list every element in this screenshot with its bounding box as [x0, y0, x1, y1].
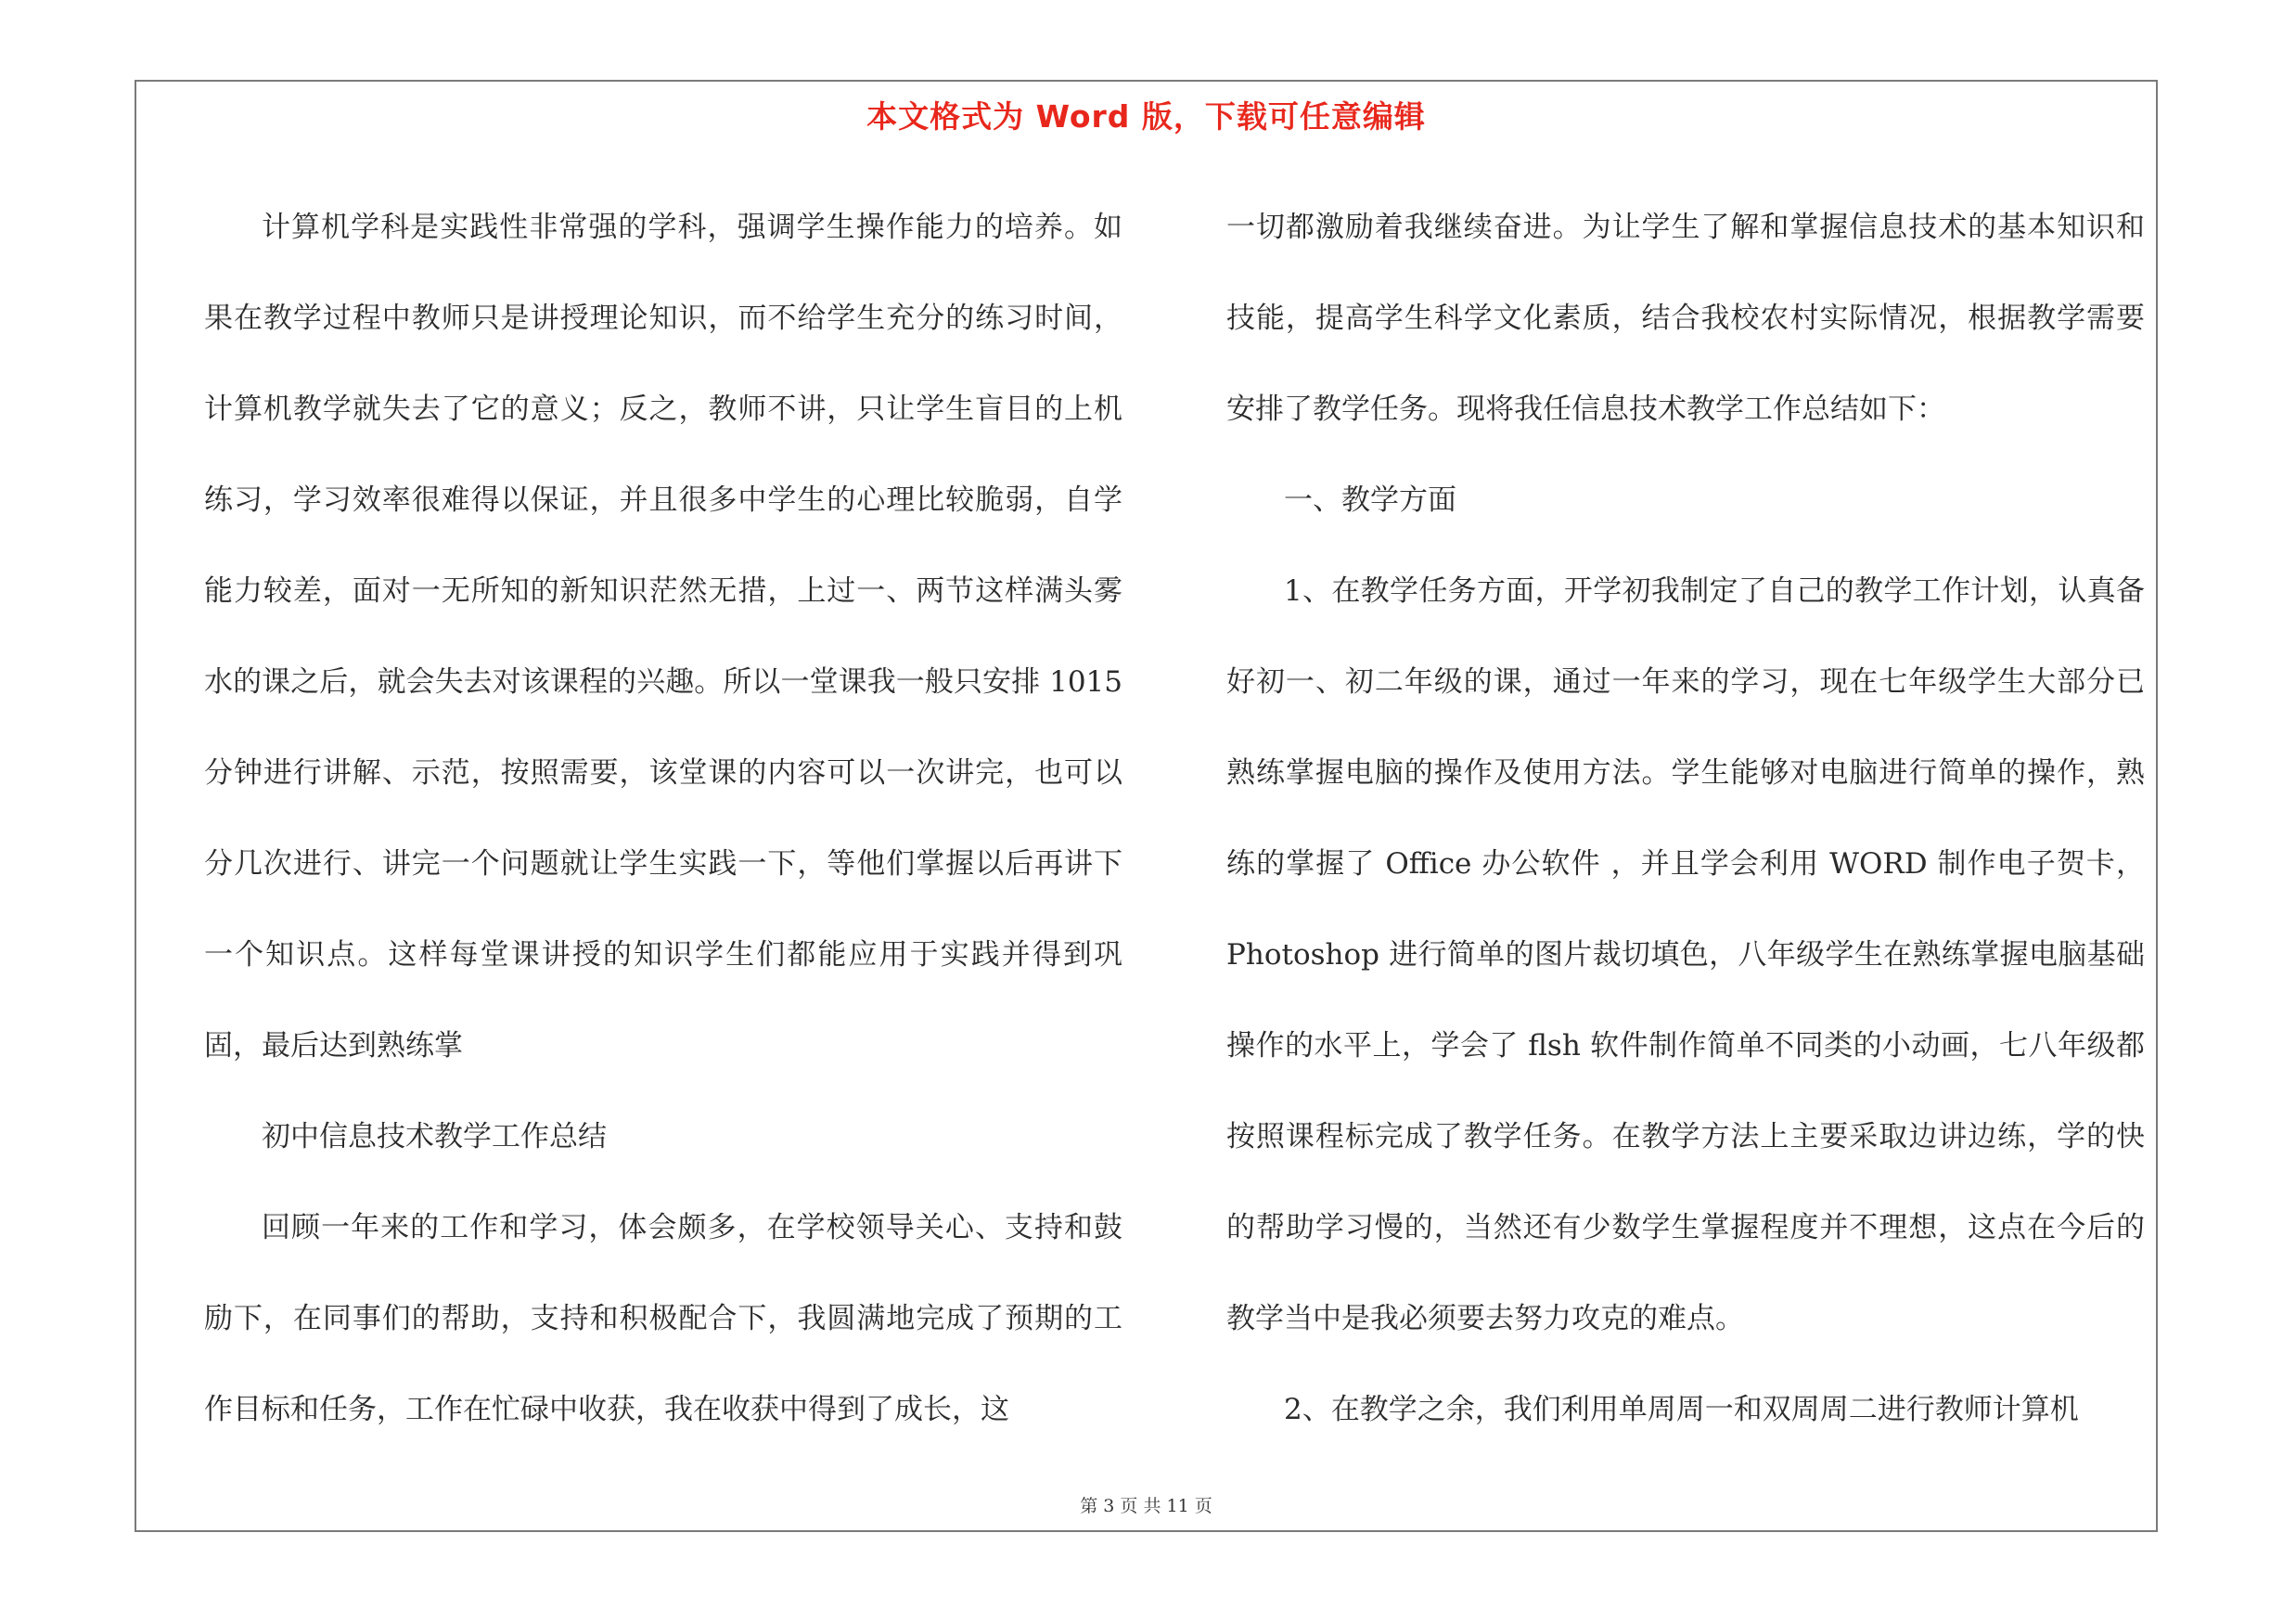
paragraph-continuation: 一切都激励着我继续奋进。为让学生了解和掌握信息技术的基本知识和技能，提高学生科学文化素质，结合我校农村实际情况，根据教学需要安排了教学任务。现将我任信息技术教学工作总结如下： — [1226, 211, 2145, 426]
paragraph-spare-time: 2、在教学之余，我们利用单周周一和双周周二进行教师计算机 — [1284, 1393, 2079, 1426]
left-column — [204, 182, 1122, 1455]
page-number: 第 3 页 共 11 页 — [1080, 1496, 1212, 1516]
paragraph-teaching-tasks: 1、在教学任务方面，开学初我制定了自己的教学工作计划，认真备好初一、初二年级的课，通过一年来的学习，现在七年级学生大部分已熟练掌握电脑的操作及使用方法。学生能够对电脑进行简单的操作，熟练的掌握了 Office 办公软件 ，并且学会利用 WORD 制作电子贺卡，Photoshop 进行简单的图片裁切填色，八年级学生在熟练掌握电脑基础操作的水平上，学会了 flsh 软件制作简单不同类的小动画，七八年级都按照课程标完成了教学任务。在教学方法上主要采取边讲边练，学的快的帮助学习慢的，当然还有少数学生掌握程度并不理想，这点在今后的教学当中是我必须要去努力攻克的难点。 — [1226, 574, 2145, 1335]
heading-teaching-aspect: 一、教学方面 — [1284, 483, 1456, 517]
section-title: 初中信息技术教学工作总结 — [262, 1120, 607, 1153]
page-frame — [135, 80, 2158, 1532]
paragraph-review: 回顾一年来的工作和学习，体会颇多，在学校领导关心、支持和鼓励下，在同事们的帮助，支持和积极配合下，我圆满地完成了预期的工作目标和任务，工作在忙碌中收获，我在收获中得到了成长，这 — [204, 1211, 1122, 1426]
format-banner: 本文格式为 Word 版，下载可任意编辑 — [866, 98, 1426, 135]
right-column — [1226, 182, 2145, 1455]
paragraph-teaching-method: 计算机学科是实践性非常强的学科，强调学生操作能力的培养。如果在教学过程中教师只是讲授理论知识，而不给学生充分的练习时间，计算机教学就失去了它的意义；反之，教师不讲，只让学生盲目的上机练习，学习效率很难得以保证，并且很多中学生的心理比较脆弱，自学能力较差，面对一无所知的新知识茫然无措，上过一、两节这样满头雾水的课之后，就会失去对该课程的兴趣。所以一堂课我一般只安排 1015 分钟进行讲解、示范，按照需要，该堂课的内容可以一次讲完，也可以分几次进行、讲完一个问题就让学生实践一下，等他们掌握以后再讲下一个知识点。这样每堂课讲授的知识学生们都能应用于实践并得到巩固，最后达到熟练掌 — [204, 211, 1122, 1063]
